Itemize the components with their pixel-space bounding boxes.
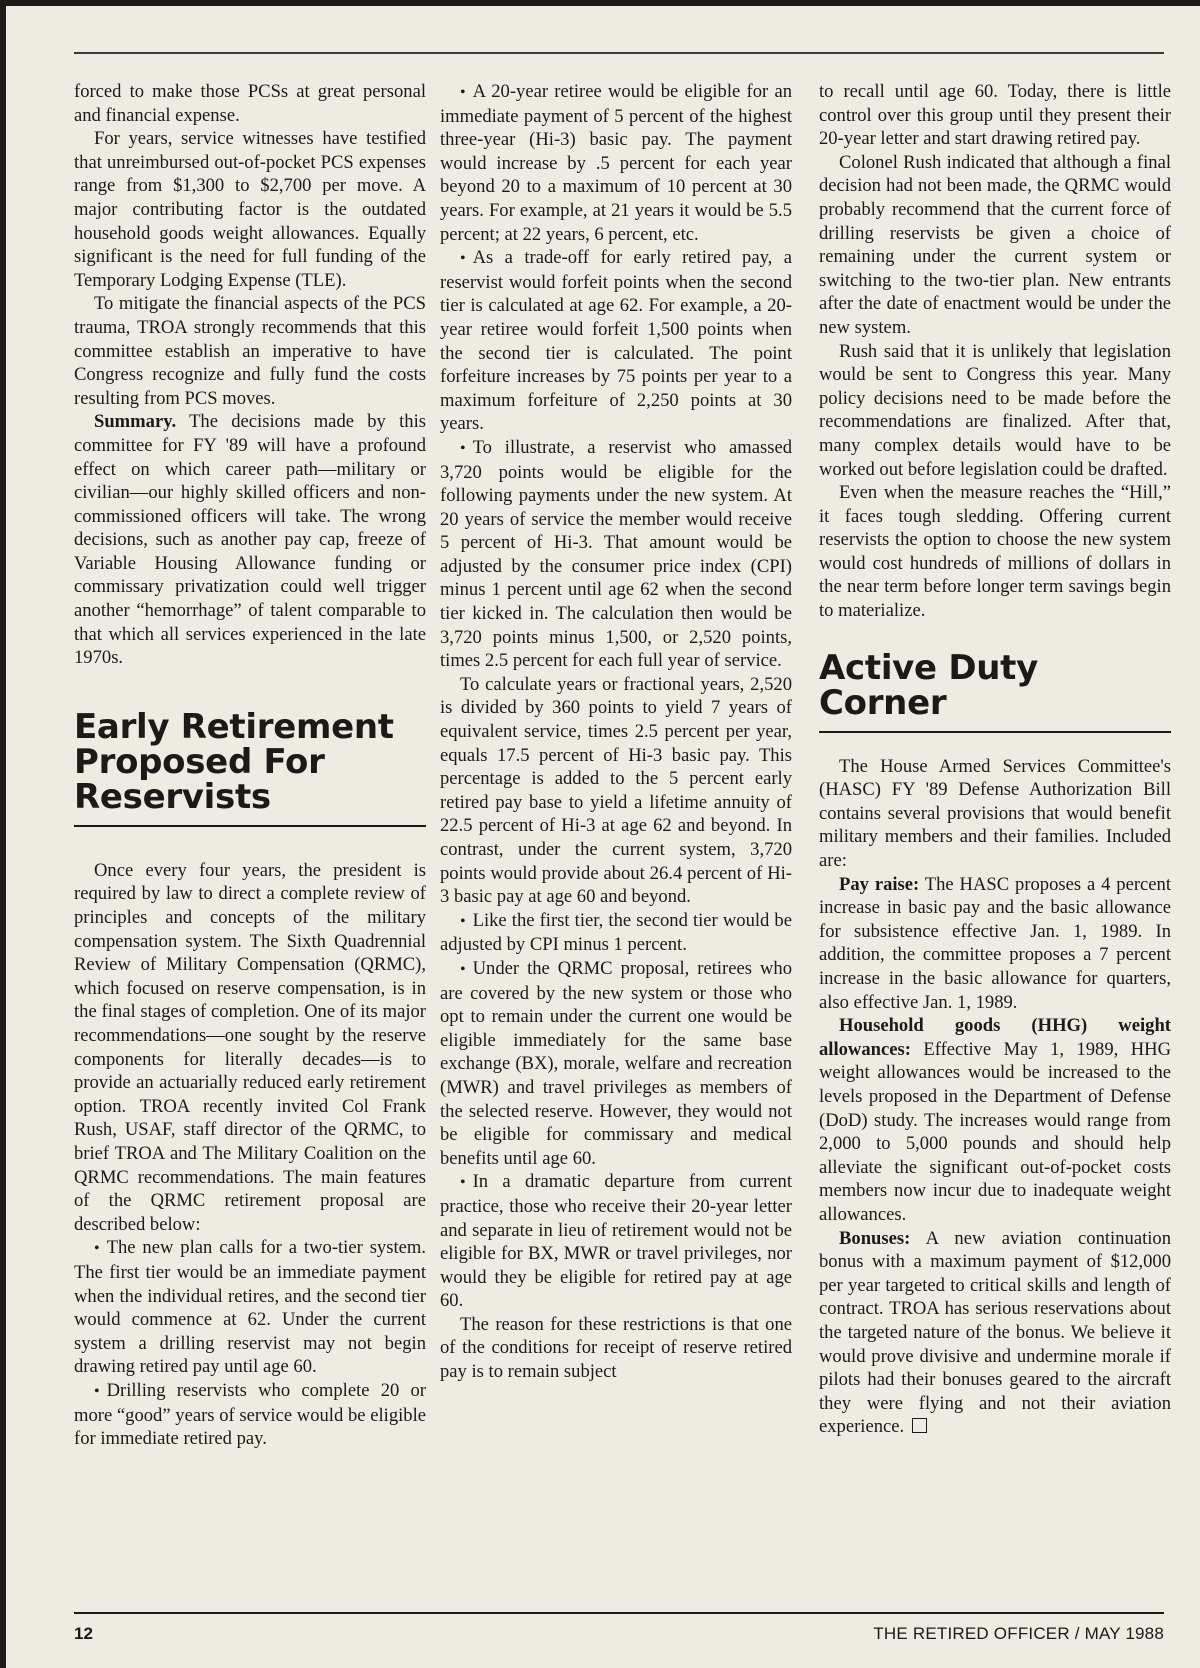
- run-in-head: Household goods (HHG) weight allowances:: [819, 1015, 1171, 1060]
- run-in-head: Bonuses:: [839, 1227, 911, 1249]
- end-mark-icon: [912, 1418, 927, 1433]
- column-1: [74, 80, 426, 1451]
- paragraph: Colonel Rush indicated that although a final decision had not been made, the QRMC would probably recommend that the current force of drilling reservists be given a choice of remaining under the current system or switching to the two-tier plan. New entrants after the date of enactment would be under the new system.: [819, 151, 1171, 338]
- paragraph: Once every four years, the president is required by law to direct a complete review of principles and concepts of the military compensation system. The Sixth Quadrennial Review of Military Compensation (QRMC), which focused on reserve compensation, is in the final stages of completion. One of its major recommendations—one sought by the reserve components for literally decades—is to provide an actuarially reduced early retirement option. TROA recently invited Col Frank Rush, USAF, staff director of the QRMC, to brief TROA and The Military Coalition on the QRMC recommendations. The main features of the QRMC retirement proposal are described below:: [74, 859, 426, 1235]
- paragraph: to recall until age 60. Today, there is little control over this group until they present their 20-year letter and start drawing retired pay.: [819, 81, 1171, 150]
- page-number: 12: [74, 1624, 93, 1643]
- bullet-item: • The new plan calls for a two-tier system. The first tier would be an immediate payment when the individual retires, and the second tier would commence at 62. Under the current system a drilling reservist may not begin drawing retired pay until age 60.: [74, 1236, 426, 1379]
- paragraph-text: A new aviation continuation bonus with a maximum payment of $12,000 per year targeted to critical skills and length of contract. TROA has serious reservations about the targeted nature of the bonus. We believe it would prove divisive and undermine morale if pilots had their bonuses geared to the aircraft they were flying and not their aviation experience.: [819, 1227, 1171, 1438]
- paragraph: The House Armed Services Committee's (HASC) FY '89 Defense Authorization Bill contains several provisions that would benefit military members and their families. Included are:: [819, 755, 1171, 872]
- headline-block: [819, 647, 1171, 733]
- paragraph: To calculate years or fractional years, 2,520 is divided by 360 points to yield 7 years of equivalent service, times 2.5 percent per year, equals 17.5 percent of Hi-3 basic pay. This percentage is added to the 5 percent early retired pay base to yield a lifetime annuity of 22.5 percent of Hi-3 at age 62 and beyond. In contrast, under the current system, 3,720 points would provide about 26.4 percent of Hi-3 basic pay at age 60 and beyond.: [440, 673, 792, 908]
- top-rule: [74, 52, 1164, 54]
- headline-active-duty: Active Duty Corner: [819, 651, 1171, 733]
- paragraph: For years, service witnesses have testified that unreimbursed out-of-pocket PCS expenses range from $1,300 to $2,700 per move. A major contributing factor is the outdated household goods weight allowances. Equally significant is the need for full funding of the Temporary Lodging Expense (TLE).: [74, 128, 426, 291]
- paragraph-text: The HASC proposes a 4 percent increase in basic pay and the basic allowance for subsistence effective Jan. 1, 1989. In addition, the committee proposes a 7 percent increase in the basic allowance for quarters, also effective Jan. 1, 1989.: [819, 873, 1171, 1013]
- column-2: [440, 80, 792, 1384]
- running-foot: THE RETIRED OFFICER / MAY 1988: [873, 1624, 1164, 1643]
- paragraph: [819, 1227, 1171, 1439]
- column-3: [819, 80, 1171, 1439]
- headline-early-retirement: Early Retirement Proposed For Reservists: [74, 710, 426, 827]
- paragraph: Even when the measure reaches the “Hill,” it faces tough sledding. Offering current reservists the option to choose the new system would cost hundreds of millions of dollars in the near term before longer term savings begin to materialize.: [819, 482, 1171, 622]
- page-edge-top: [0, 0, 1200, 6]
- run-in-head: Summary.: [94, 411, 177, 433]
- paragraph: forced to make those PCSs at great personal and financial expense.: [74, 81, 426, 126]
- summary-paragraph: [74, 410, 426, 670]
- paragraph: To mitigate the financial aspects of the PCS trauma, TROA strongly recommends that this committee establish an imperative to have Congress recognize and fully fund the costs resulting from PCS moves.: [74, 293, 426, 409]
- run-in-head: Pay raise:: [839, 873, 920, 895]
- bullet-item: • Like the first tier, the second tier would be adjusted by CPI minus 1 percent.: [440, 909, 792, 957]
- paragraph: [819, 873, 1171, 1015]
- bullet-item: • Drilling reservists who complete 20 or more “good” years of service would be eligible for immediate retired pay.: [74, 1379, 426, 1451]
- bullet-item: • As a trade-off for early retired pay, a reservist would forfeit points when the second tier is calculated at age 62. For example, a 20-year retiree would forfeit 1,500 points when the second tier is calculated. The point forfeiture increases by 75 points per year to a maximum forfeiture of 2,250 points at 30 years.: [440, 246, 792, 436]
- bullet-item: • A 20-year retiree would be eligible for an immediate payment of 5 percent of the highest three-year (Hi-3) basic pay. The payment would increase by .5 percent for each year beyond 20 to a maximum of 10 percent at 30 years. For example, at 21 years it would be 5.5 percent; at 22 years, 6 percent, etc.: [440, 80, 792, 246]
- paragraph: Rush said that it is unlikely that legislation would be sent to Congress this year. Many policy decisions need to be made before the recommendations are finalized. After that, many complex details would have to be worked out before legislation could be drafted.: [819, 340, 1171, 480]
- bullet-item: • Under the QRMC proposal, retirees who are covered by the new system or those who opt to remain under the current one would be eligible immediately for the same base exchange (BX), morale, welfare and recreation (MWR) and travel privileges as members of the selected reserve. However, they would not be eligible for commissary and medical benefits until age 60.: [440, 957, 792, 1170]
- headline-block: [74, 706, 426, 827]
- paragraph: [819, 1014, 1171, 1226]
- paragraph: The reason for these restrictions is that one of the conditions for receipt of reserve retired pay is to remain subject: [440, 1313, 792, 1383]
- bullet-item: • In a dramatic departure from current practice, those who receive their 20-year letter and separate in lieu of retirement would not be eligible for BX, MWR or travel privileges, nor would they be eligible for retired pay at age 60.: [440, 1170, 792, 1313]
- bottom-rule: [74, 1612, 1164, 1614]
- paragraph-text: The decisions made by this committee for FY '89 will have a profound effect on which career path—military or civilian—our highly skilled officers and non-commissioned officers will take. The wrong decisions, such as another pay cap, freeze of Variable Housing Allowance funding or commissary privatization could well trigger another “hemorrhage” of talent comparable to that which all services experienced in the late 1970s.: [74, 411, 426, 669]
- page-edge-left: [0, 0, 6, 1668]
- paragraph-text: Effective May 1, 1989, HHG weight allowances would be increased to the levels proposed in the Department of Defense (DoD) study. The increases would range from 2,000 to 5,000 pounds and should help alleviate the significant out-of-pocket costs members now incur due to inadequate weight allowances.: [819, 1038, 1171, 1225]
- bullet-item: • To illustrate, a reservist who amassed 3,720 points would be eligible for the following payments under the new system. At 20 years of service the member would receive 5 percent of Hi-3. That amount would be adjusted by the consumer price index (CPI) minus 1 percent until age 62 when the second tier kicked in. The calculation then would be 3,720 points minus 1,500, or 2,520 points, times 2.5 percent for each full year of service.: [440, 436, 792, 673]
